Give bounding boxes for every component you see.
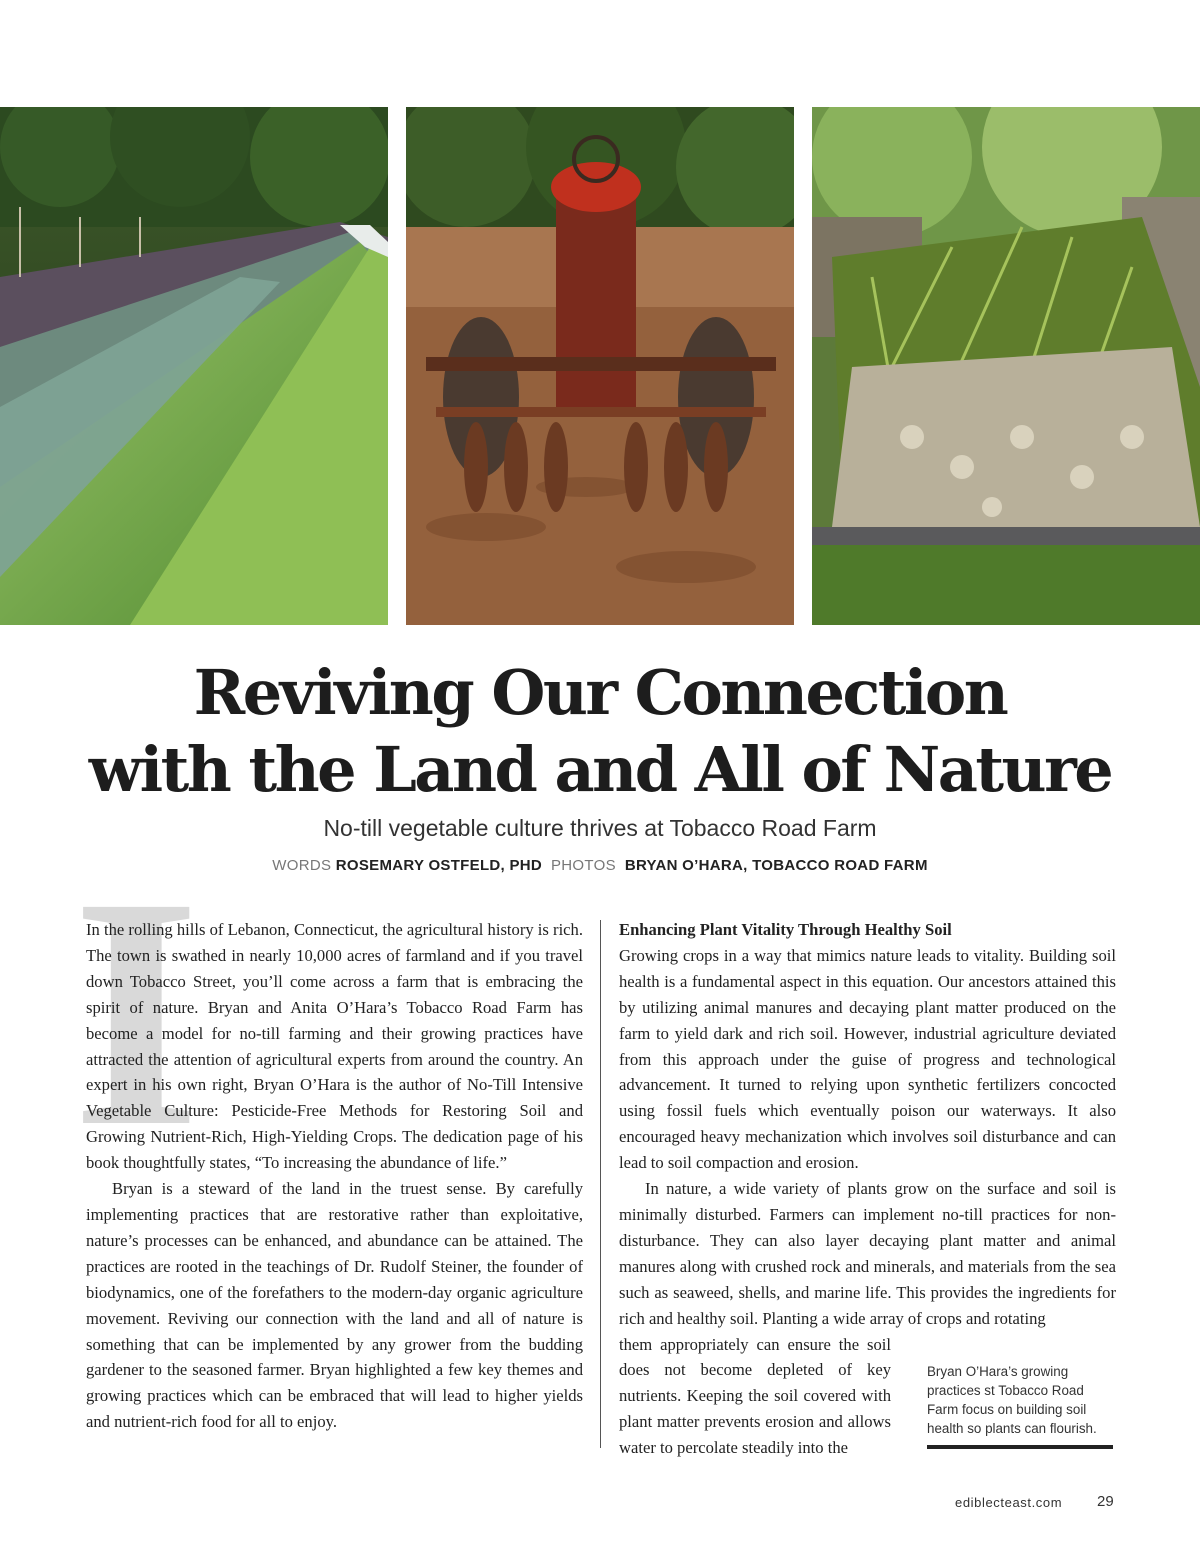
paragraph-intro: In the rolling hills of Lebanon, Connecticut, the agricultural history is rich. The town is swathed in nearly 10,000 acres of farmland and if you travel down Tobacco Street, you’ll come across a farm that is embracing the spirit of nature. Bryan and Anita O’Hara’s Tobacco Road Farm has become a model for no-till farming and their growing practices have attracted the attention of agricultural experts from around the country. An expert in his own right, Bryan O’Hara is the author of No-Till Intensive Vegetable Culture: Pesticide-Free Methods for Restoring Soil and Growing Nutrient-Rich, High-Yielding Crops. The dedication page of his book thoughtfully states, “To increasing the abundance of life.” bbox=[86, 920, 583, 1173]
paragraph-nature: In nature, a wide variety of plants grow on the surface and soil is minimally disturbed. Farmers can implement no-till practices for non-disturbance. They can also layer decaying plant matter and animal manures along with crushed rock and minerals, and materials from the sea such as seaweed, shells, and marine life. This provides the ingredients for rich and healthy soil. Planting a wide array of crops and rotating bbox=[619, 1179, 1116, 1328]
paragraph-vitality: Growing crops in a way that mimics nature leads to vitality. Building soil health is a fundamental aspect in this equation. Our ancestors attained this by utilizing animal manures and decaying plant matter produced on the farm to yield dark and rich soil. However, industrial agriculture deviated from this approach under the guise of progress and technological advancement. It turned to relying upon synthetic fertilizers concocted using fossil fuels which eventually poison our waterways. It also encouraged heavy mechanization which involves soil disturbance and can lead to soil compaction and erosion. bbox=[619, 945, 1116, 1173]
footer-website: ediblecteast.com bbox=[955, 1495, 1063, 1510]
section-heading: Enhancing Plant Vitality Through Healthy Soil bbox=[619, 920, 952, 939]
paragraph-steward: Bryan is a steward of the land in the truest sense. By carefully implementing practices that are restorative rather than exploitative, nature’s processes can be enhanced, and abundance can be attained. The practices are rooted in the teachings of Dr. Rudolf Steiner, the founder of biodynamics, one of the forefathers to the modern-day organic agriculture movement. Reviving our connection with the land and all of nature is something that can be implemented by any grower from the budding gardener to the seasoned farmer. Bryan highlighted a few key themes and growing practices which can be embraced that will lead to higher yields and nutrient-rich food for all to enjoy. bbox=[86, 1179, 583, 1432]
photo-kale-field bbox=[0, 107, 388, 625]
column-divider bbox=[600, 920, 601, 1448]
headline-line-1: Reviving Our Connection bbox=[193, 656, 1007, 729]
words-label: WORDS bbox=[272, 857, 332, 874]
author-name: ROSEMARY OSTFELD, PHD bbox=[335, 857, 543, 874]
paragraph-nature-continued: them appropriately can ensure the soil does not become depleted of key nutrients. Keeping the soil covered with plant matter prevents erosion and allows water to percolate steadily into the bbox=[619, 1334, 891, 1458]
page-number: 29 bbox=[1097, 1493, 1114, 1510]
photo-garlic-harvest bbox=[812, 107, 1200, 625]
photos-label: PHOTOS bbox=[551, 857, 616, 874]
headline-line-2: with the Land and All of Nature bbox=[88, 733, 1112, 806]
right-column bbox=[619, 917, 1116, 1461]
photographer-name: BRYAN O’HARA, TOBACCO ROAD FARM bbox=[624, 857, 928, 874]
left-column bbox=[86, 917, 583, 1435]
drop-cap: I bbox=[72, 830, 201, 1195]
photo-caption: Bryan O’Hara’s growing practices st Tobacco Road Farm focus on building soil health so plants can flourish. bbox=[927, 1364, 1097, 1436]
subtitle: No-till vegetable culture thrives at Tobacco Road Farm bbox=[323, 815, 877, 841]
photo-tractor bbox=[406, 107, 794, 625]
